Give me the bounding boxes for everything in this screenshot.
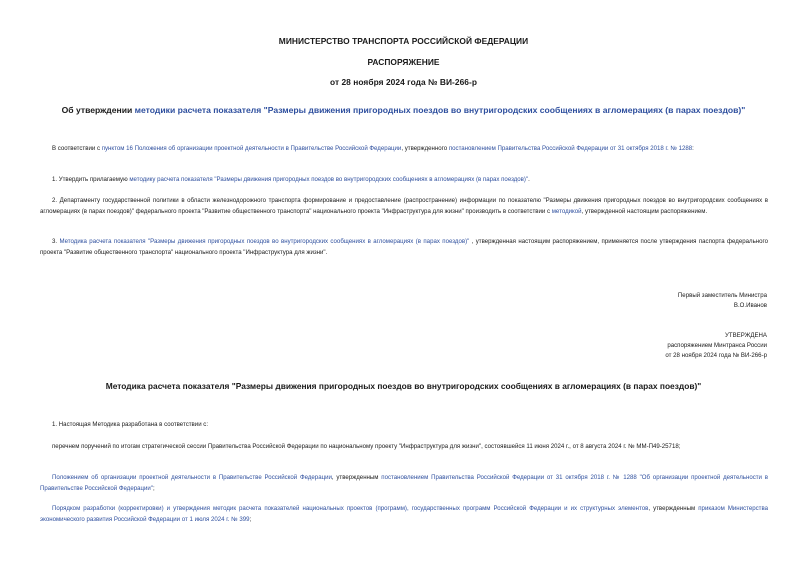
item-1-text-1: 1. Утвердить прилагаемую: [52, 176, 130, 183]
document-title: [0, 105, 807, 115]
method-p2-text: перечнем поручений по итогам стратегической сессии Правительства Российской Федерации по национальному проекту "Инфраструктура для жизни", состоявшейся 11 июня 2024 г., от 8 августа 2024 г. № ММ-П49-25718;: [52, 443, 681, 450]
approval-line-1: УТВЕРЖДЕНА: [724, 332, 767, 339]
item-3-text-2: , утвержденная настоящим распоряжением, применяется после утверждения паспорта федерального проекта "Развитие общественного транспорта" национального проекта "Инфраструктура для жизни".: [40, 238, 768, 256]
method-paragraph-2: [40, 442, 768, 453]
item-2-methodology-link[interactable]: методикой: [551, 207, 582, 215]
date-number: от 28 ноября 2024 года № ВИ-266-р: [329, 77, 477, 87]
signature-block: [678, 291, 767, 311]
method-p4-text-1: , утвержденным: [648, 505, 699, 512]
method-paragraph-3: [40, 473, 768, 494]
method-p3-decree-link[interactable]: постановлением Правительства Российской Федерации от 31 октября 2018 г. № 1288 "Об организации проектной деятельности в Правительстве Российской Федерации": [40, 474, 768, 492]
item-2-paragraph: [40, 196, 768, 217]
title-prefix: Об утверждении: [61, 105, 135, 115]
approval-line-3: от 28 ноября 2024 года № ВИ-266-р: [665, 352, 767, 359]
item-2-text-2: , утвержденной настоящим распоряжением.: [581, 207, 708, 215]
method-p3-text-2: ;: [152, 484, 155, 492]
method-paragraph-1: [40, 420, 768, 431]
item-2-text-1: 2. Департаменту государственной политики в области железнодорожного транспорта формирование и предоставление (распространение) информации по показателю "Размеры движения пригородных поездов во внутригородских сообщениях в агломерациях (в парах поездов)" федерального проекта "Развитие общественного транспорта" национального проекта "Инфраструктура для жизни" производить в соответствии с: [40, 197, 768, 215]
method-p4-text-2: ;: [249, 515, 252, 523]
ministry-heading: МИНИСТЕРСТВО ТРАНСПОРТА РОССИЙСКОЙ ФЕДЕРАЦИИ: [278, 36, 529, 46]
doc-type-heading: РАСПОРЯЖЕНИЕ: [367, 57, 440, 67]
approval-line-2: распоряжением Минтранса России: [667, 342, 767, 349]
method-p4-procedure-link[interactable]: Порядком разработки (корректировки) и утверждения методик расчета показателей национальных проектов (программ), государственных программ Российской Федерации и их структурных элементов: [52, 505, 649, 512]
preamble-text-3: :: [692, 145, 694, 152]
item-1-methodology-link[interactable]: методику расчета показателя "Размеры движения пригородных поездов во внутригородских сообщениях в агломерациях (в парах поездов)": [129, 176, 529, 183]
method-p4-order-link[interactable]: приказом Министерства экономического развития Российской Федерации от 1 июля 2024 г. № 399: [40, 505, 769, 523]
item-1-text-2: .: [528, 176, 530, 183]
methodology-title: Методика расчета показателя "Размеры движения пригородных поездов во внутригородских сообщениях в агломерациях (в парах поездов)": [105, 381, 702, 391]
method-paragraph-4: [40, 504, 768, 525]
method-p3-regulation-link[interactable]: Положением об организации проектной деятельности в Правительстве Российской Федерации: [52, 474, 332, 481]
title-methodology-link[interactable]: методики расчета показателя "Размеры движения пригородных поездов во внутригородских сообщениях в агломерациях (в парах поездов)": [134, 105, 746, 115]
signature-name: В.О.Иванов: [733, 302, 767, 309]
method-p1-text: 1. Настоящая Методика разработана в соответствии с:: [52, 421, 209, 428]
item-3-methodology-link[interactable]: Методика расчета показателя "Размеры движения пригородных поездов во внутригородских сообщениях в агломерациях (в парах поездов)": [59, 238, 470, 245]
approval-block: [665, 331, 767, 361]
preamble-paragraph: [40, 144, 768, 155]
item-1-paragraph: [40, 175, 768, 186]
signature-position: Первый заместитель Министра: [677, 292, 767, 299]
preamble-regulation-link[interactable]: пунктом 16 Положения об организации проектной деятельности в Правительстве Российской Федерации: [101, 145, 402, 152]
preamble-text-1: В соответствии с: [52, 145, 102, 152]
method-p3-text-1: , утвержденным: [331, 474, 382, 481]
item-3-text-1: 3.: [52, 238, 60, 245]
preamble-text-2: , утвержденного: [401, 145, 449, 152]
preamble-decree-link[interactable]: постановлением Правительства Российской Федерации от 31 октября 2018 г. № 1288: [448, 145, 693, 152]
item-3-paragraph: [40, 237, 768, 258]
